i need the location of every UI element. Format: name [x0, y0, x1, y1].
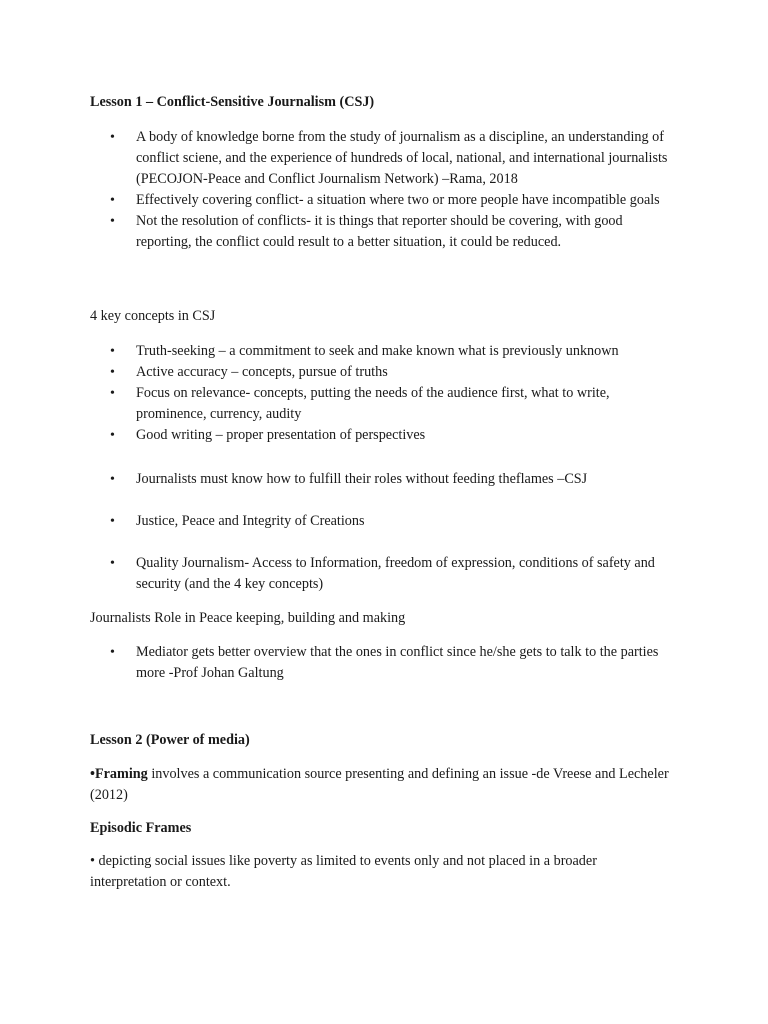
- csj-note-list: [90, 469, 680, 490]
- roles-bullet-list: [90, 642, 680, 684]
- list-item: • Quality Journalism- Access to Information, freedom of expression, conditions of safety and security (and the 4 key concepts): [90, 553, 680, 595]
- lesson1-bullet-list: [90, 127, 680, 253]
- lesson1-title: Lesson 1 – Conflict-Sensitive Journalism (CSJ): [90, 94, 375, 110]
- list-item: • Journalists must know how to fulfill their roles without feeding theflames –CSJ: [90, 469, 680, 490]
- episodic-frames-text: • depicting social issues like poverty as limited to events only and not placed in a broader interpretation or context.: [90, 853, 597, 890]
- list-item: • A body of knowledge borne from the study of journalism as a discipline, an understanding of conflict sciene, and the experience of hundreds of local, national, and international journalists (PECOJON-Peace and Conflict Journalism Network) –Rama, 2018: [90, 127, 680, 190]
- lesson2-title: Lesson 2 (Power of media): [90, 732, 250, 748]
- list-item: • Good writing – proper presentation of perspectives: [90, 425, 680, 446]
- episodic-frames-title: Episodic Frames: [90, 820, 192, 836]
- roles-title: Journalists Role in Peace keeping, building and making: [90, 610, 406, 626]
- list-item: • Focus on relevance- concepts, putting the needs of the audience first, what to write, prominence, currency, audity: [90, 383, 680, 425]
- framing-text: involves a communication source presenting and defining an issue -de Vreese and Lecheler (2012): [90, 766, 669, 803]
- list-item: • Truth-seeking – a commitment to seek and make known what is previously unknown: [90, 341, 680, 362]
- quality-journalism-list: [90, 553, 680, 595]
- list-item: • Justice, Peace and Integrity of Creations: [90, 511, 680, 532]
- framing-paragraph: [90, 764, 670, 806]
- justice-list: [90, 511, 680, 532]
- list-item: • Not the resolution of conflicts- it is things that reporter should be covering, with good reporting, the conflict could result to a better situation, it could be reduced.: [90, 211, 680, 253]
- list-item: • Mediator gets better overview that the ones in conflict since he/she gets to talk to the parties more -Prof Johan Galtung: [90, 642, 680, 684]
- framing-term: •Framing: [90, 766, 148, 782]
- list-item: • Effectively covering conflict- a situation where two or more people have incompatible goals: [90, 190, 680, 211]
- key-concepts-bullet-list: [90, 341, 680, 446]
- list-item: • Active accuracy – concepts, pursue of truths: [90, 362, 680, 383]
- key-concepts-title: 4 key concepts in CSJ: [90, 308, 216, 324]
